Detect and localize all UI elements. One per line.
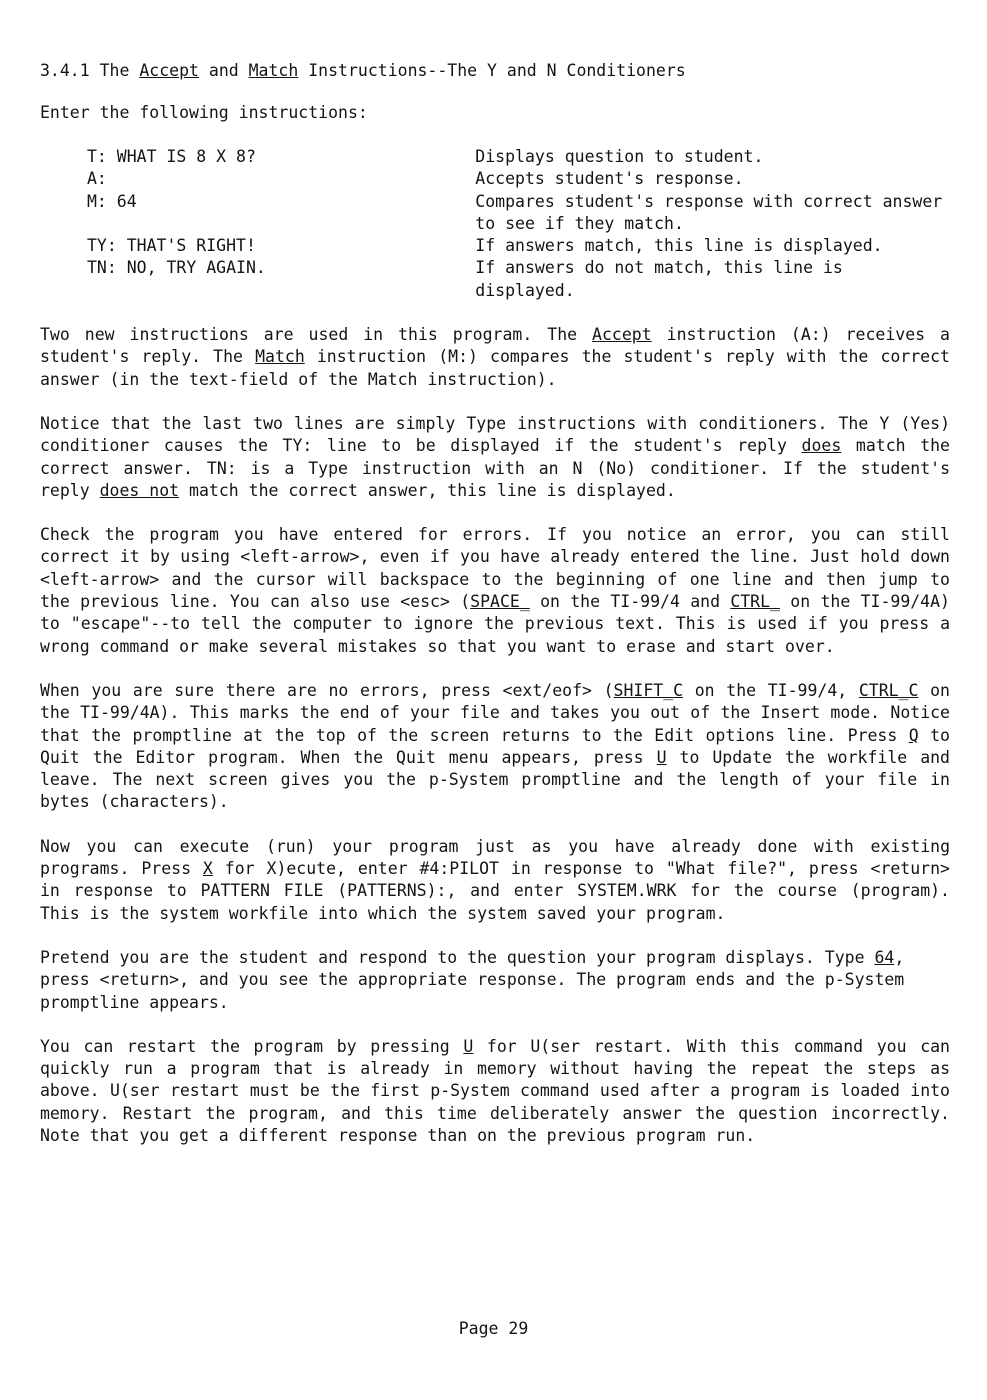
code-description: Displays question to student. xyxy=(475,147,764,166)
key-x: X xyxy=(202,859,213,879)
code-description: If answers do not match, this line is displayed. xyxy=(475,258,843,300)
text-run: on the TI-99/4A) to "escape"--to tell the computer to ignore the previous text. This is used if you press a wrong command or make several mistakes so that you want to erase and start over. xyxy=(40,592,950,656)
key-u: U xyxy=(656,747,667,767)
section-heading xyxy=(40,60,950,82)
heading-prefix: 3.4.1 The xyxy=(40,61,140,80)
page-number: Page 29 xyxy=(458,1319,529,1338)
text-run: to Quit the Editor program. When the Quit menu appears, press xyxy=(40,725,950,767)
text-run: Now you can execute (run) your program just as you have already done with existing programs. Press xyxy=(40,836,950,879)
key-space: SPACE_ xyxy=(470,592,530,612)
paragraph-restart xyxy=(40,1036,950,1147)
intro-line: Enter the following instructions: xyxy=(40,103,368,122)
text-run: for U(ser restart. With this command you can quickly run a program that is already in memory without having the repeat the steps as above. U(ser restart must be the first p-System command used after a program is loaded into memory. Restart the program, and this time deliberately answer the question incorrectly. Note that you get a different response than on the previous program run. xyxy=(40,1036,950,1145)
typed-answer: 64 xyxy=(874,947,895,967)
text-run: instruction (A:) receives a student's reply. The xyxy=(40,325,950,367)
key-ctrl: CTRL_ xyxy=(730,592,780,612)
paragraph-new-instructions xyxy=(40,324,950,391)
code-description: Accepts student's response. xyxy=(475,169,744,189)
text-run: When you are sure there are no errors, press <ext/eof> ( xyxy=(40,680,614,700)
text-run: match the correct answer. TN: is a Type instruction with an N (No) conditioner. If the student's reply xyxy=(40,436,950,500)
code-instruction: TN: NO, TRY AGAIN. xyxy=(87,258,266,278)
text-run: instruction (M:) compares the student's reply with the correct answer (in the text-field of the Match instruction). xyxy=(40,347,950,389)
match-term: Match xyxy=(255,347,305,367)
key-q: Q xyxy=(908,725,919,745)
text-run: on the TI-99/4, xyxy=(683,680,859,700)
key-u: U xyxy=(463,1036,474,1056)
text-run: Notice that the last two lines are simply Type instructions with conditioners. The Y (Yes) conditioner causes the TY: line to be displayed if the student's reply xyxy=(40,413,950,456)
text-run: on the TI-99/4A). This marks the end of your file and takes you out of the Insert mode. Notice that the promptline at the top of the screen returns to the Edit options line. Press xyxy=(40,680,950,745)
emphasis-does-not: does not xyxy=(99,480,180,500)
code-instruction: T: WHAT IS 8 X 8? xyxy=(87,147,256,166)
text-run: to Update the workfile and leave. The next screen gives you the p-System promptline and the length of your file in bytes (characters). xyxy=(40,747,950,812)
code-row xyxy=(87,257,950,302)
code-row xyxy=(87,146,950,168)
paragraph-check-errors xyxy=(40,524,950,658)
code-row xyxy=(87,235,950,257)
heading-accept-word: Accept xyxy=(139,61,199,80)
code-description: If answers match, this line is displayed. xyxy=(475,236,883,256)
text-run: , press <return>, and you see the appropriate response. The program ends and the p-System promptline appears. xyxy=(40,947,905,1012)
code-instruction: A: xyxy=(87,169,107,189)
text-run: Check the program you have entered for errors. If you notice an error, you can still correct it by using <left-arrow>, even if you have already entered the line. Just hold down <left-arrow> and the cursor will backspace to the beginning of one line and then jump to the previous line. You can also use <esc> ( xyxy=(40,525,950,612)
text-run: on the TI-99/4 and xyxy=(529,592,731,612)
document-page xyxy=(40,60,950,1164)
text-run: match the correct answer, this line is displayed. xyxy=(179,480,676,500)
key-shift-c: SHIFT_C xyxy=(613,680,684,700)
key-ctrl-c: CTRL_C xyxy=(858,680,919,700)
heading-suffix: Instructions--The Y and N Conditioners xyxy=(298,61,686,80)
code-instruction: M: 64 xyxy=(87,191,137,211)
code-description: Compares student's response with correct answer to see if they match. xyxy=(475,191,943,233)
paragraph-ext-eof xyxy=(40,680,950,814)
paragraph-execute xyxy=(40,836,950,925)
emphasis-does: does xyxy=(801,436,842,456)
paragraph-conditioners xyxy=(40,413,950,502)
code-instruction: TY: THAT'S RIGHT! xyxy=(87,236,256,256)
heading-match-word: Match xyxy=(248,61,299,80)
text-run: for X)ecute, enter #4:PILOT in response to "What file?", press <return> in response to PATTERN FILE (PATTERNS):, and enter SYSTEM.WRK for the course (program). This is the system workfile into which the system saved your program. xyxy=(40,859,950,923)
text-run: Pretend you are the student and respond to the question your program displays. Type xyxy=(40,947,875,967)
code-row xyxy=(87,168,950,190)
paragraph-pretend-student xyxy=(40,947,950,1014)
code-row xyxy=(87,191,950,236)
text-run: You can restart the program by pressing xyxy=(40,1036,464,1056)
accept-term: Accept xyxy=(592,325,652,345)
heading-and-word: and xyxy=(198,61,249,80)
code-listing xyxy=(87,146,950,302)
text-run: Two new instructions are used in this program. The xyxy=(40,325,593,345)
